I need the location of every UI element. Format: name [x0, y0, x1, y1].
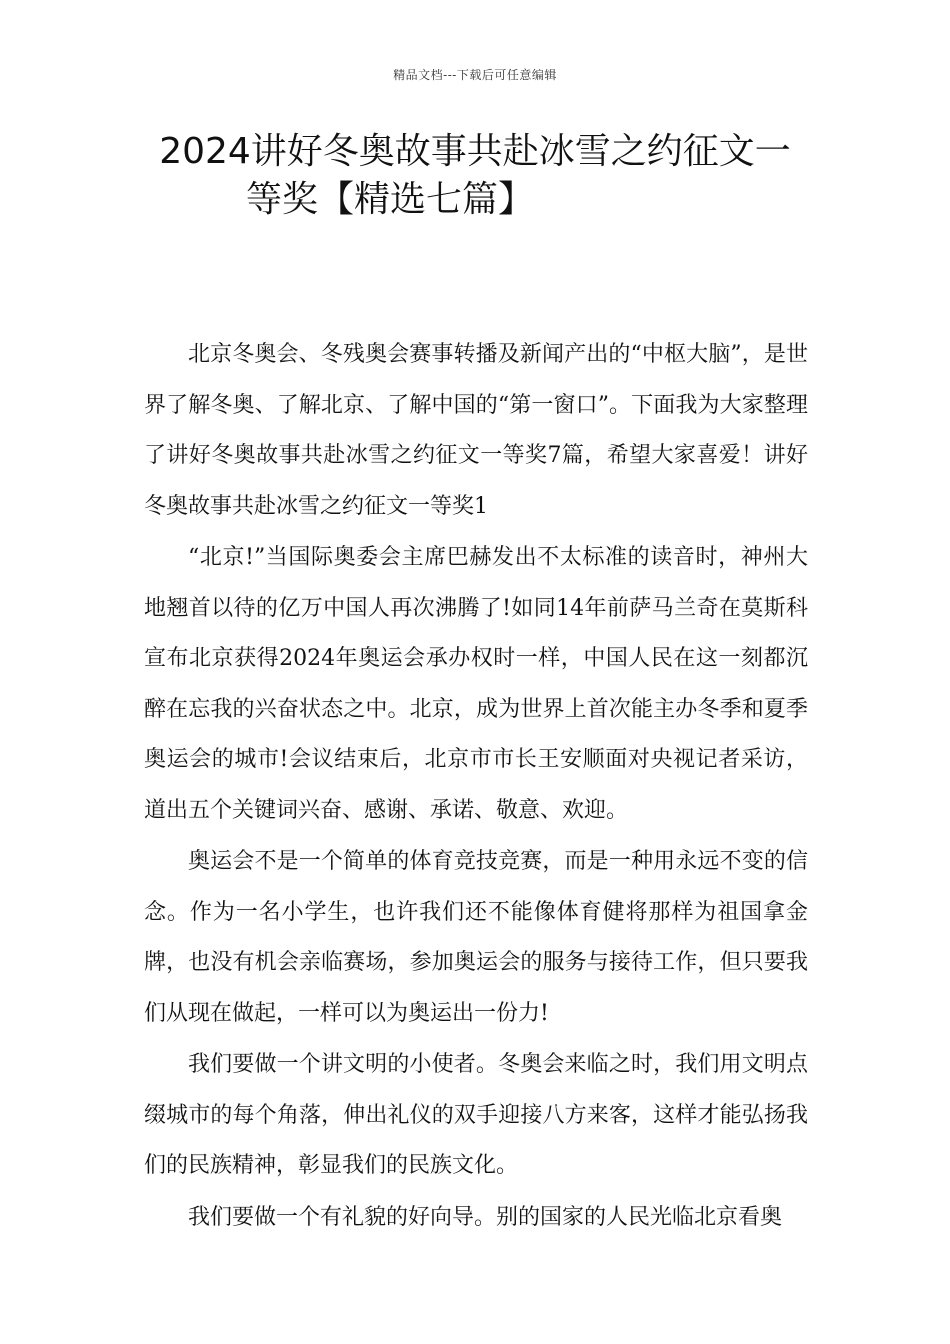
document-body: [144, 330, 808, 1244]
document-title: [0, 128, 950, 224]
paragraph-1: 北京冬奥会、冬残奥会赛事转播及新闻产出的“中枢大脑”，是世界了解冬奥、了解北京、了解中国的“第一窗口”。下面我为大家整理了讲好冬奥故事共赴冰雪之约征文一等奖7篇，希望大家喜爱！讲好冬奥故事共赴冰雪之约征文一等奖1: [144, 342, 808, 519]
paragraph-3: 奥运会不是一个简单的体育竞技竞赛，而是一种用永远不变的信念。作为一名小学生，也许我们还不能像体育健将那样为祖国拿金牌，也没有机会亲临赛场，参加奥运会的服务与接待工作，但只要我们从现在做起，一样可以为奥运出一份力!: [144, 849, 808, 1026]
paragraph-2: “北京!”当国际奥委会主席巴赫发出不太标准的读音时，神州大地翘首以待的亿万中国人再次沸腾了!如同14年前萨马兰奇在莫斯科宣布北京获得2024年奥运会承办权时一样，中国人民在这一刻都沉醉在忘我的兴奋状态之中。北京，成为世界上首次能主办冬季和夏季奥运会的城市!会议结束后，北京市市长王安顺面对央视记者采访，道出五个关键词兴奋、感谢、承诺、敬意、欢迎。: [144, 545, 808, 823]
paragraph-5: 我们要做一个有礼貌的好向导。别的国家的人民光临北京看奥: [188, 1204, 783, 1230]
title-line-1: 2024讲好冬奥故事共赴冰雪之约征文一: [159, 131, 791, 172]
paragraph-4: 我们要做一个讲文明的小使者。冬奥会来临之时，我们用文明点缀城市的每个角落，伸出礼仪的双手迎接八方来客，这样才能弘扬我们的民族精神，彰显我们的民族文化。: [144, 1052, 808, 1178]
title-line-2: 等奖【精选七篇】: [245, 179, 534, 220]
header-note: 精品文档---下载后可任意编辑: [393, 68, 557, 82]
